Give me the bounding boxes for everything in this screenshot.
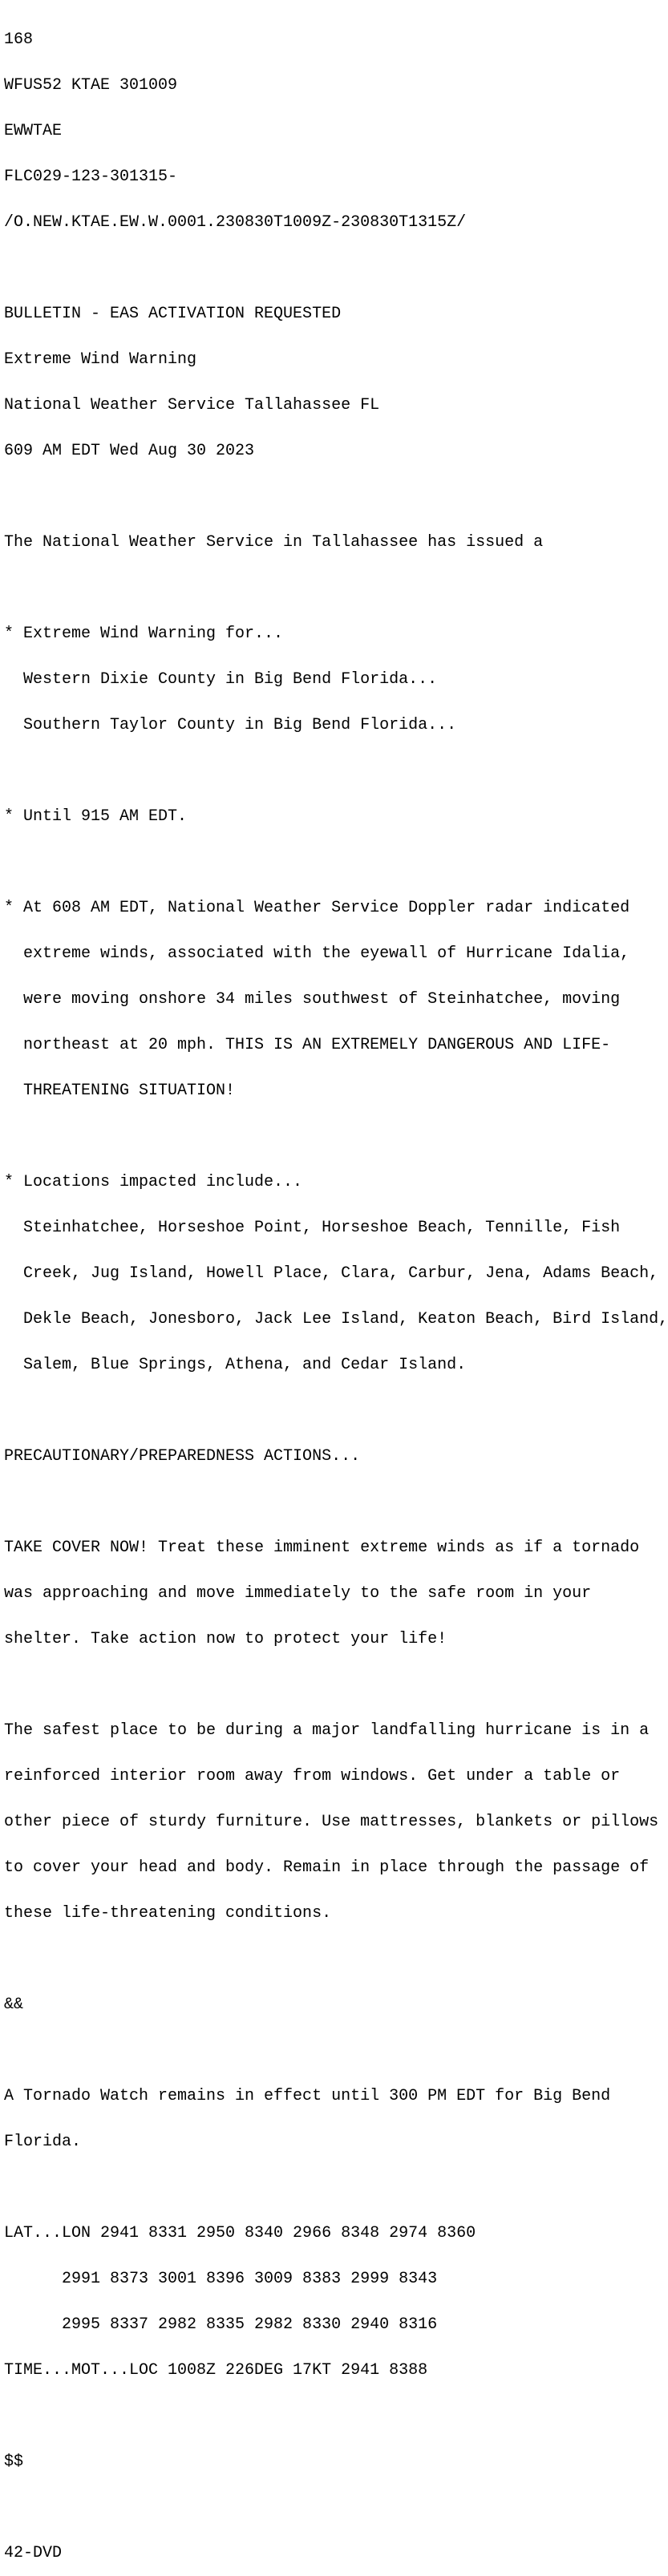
blank-line bbox=[4, 2043, 668, 2058]
product-title: Extreme Wind Warning bbox=[4, 350, 197, 369]
blank-line bbox=[4, 855, 668, 870]
blank-line bbox=[4, 763, 668, 778]
product-sequence-number: 168 bbox=[4, 30, 34, 49]
awips-id: EWWTAE bbox=[4, 122, 63, 140]
product-end-marker: $$ bbox=[4, 2453, 24, 2471]
issuance-time: 609 AM EDT Wed Aug 30 2023 bbox=[4, 442, 255, 460]
blank-line bbox=[4, 1677, 668, 1692]
locations-bullet-line: * Locations impacted include... bbox=[4, 1173, 303, 1191]
blank-line bbox=[4, 2500, 668, 2515]
wmo-header: WFUS52 KTAE 301009 bbox=[4, 76, 178, 95]
blank-line bbox=[4, 1951, 668, 1967]
warning-for-bullet: * Extreme Wind Warning for... bbox=[4, 625, 284, 643]
tornado-watch-line: A Tornado Watch remains in effect until 300 PM EDT for Big Bend bbox=[4, 2087, 611, 2105]
issuing-office: National Weather Service Tallahassee FL bbox=[4, 396, 380, 415]
locations-bullet-line: Dekle Beach, Jonesboro, Jack Lee Island, Keaton Beach, Bird Island, bbox=[4, 1310, 668, 1328]
safest-place-line: reinforced interior room away from windows. Get under a table or bbox=[4, 1767, 621, 1785]
locations-bullet-line: Salem, Blue Springs, Athena, and Cedar Island. bbox=[4, 1356, 467, 1374]
blank-line bbox=[4, 1129, 668, 1144]
blank-line bbox=[4, 1494, 668, 1510]
forecaster-id: 42-DVD bbox=[4, 2544, 63, 2562]
radar-bullet-line: were moving onshore 34 miles southwest of Steinhatchee, moving bbox=[4, 990, 621, 1009]
lat-lon-line: 2991 8373 3001 8396 3009 8383 2999 8343 bbox=[4, 2270, 438, 2288]
safest-place-line: other piece of sturdy furniture. Use mattresses, blankets or pillows bbox=[4, 1813, 659, 1831]
radar-bullet-line: extreme winds, associated with the eyewall of Hurricane Idalia, bbox=[4, 944, 630, 963]
take-cover-line: shelter. Take action now to protect your life! bbox=[4, 1630, 447, 1648]
blank-line bbox=[4, 580, 668, 596]
locations-bullet-line: Steinhatchee, Horseshoe Point, Horseshoe Beach, Tennille, Fish bbox=[4, 1219, 621, 1237]
section-delimiter: && bbox=[4, 1996, 24, 2014]
take-cover-line: TAKE COVER NOW! Treat these imminent extreme winds as if a tornado bbox=[4, 1539, 640, 1557]
blank-line bbox=[4, 2180, 668, 2195]
time-mot-loc-line: TIME...MOT...LOC 1008Z 226DEG 17KT 2941 8388 bbox=[4, 2361, 428, 2380]
county-line: Western Dixie County in Big Bend Florida... bbox=[4, 670, 438, 689]
eas-activation-line: BULLETIN - EAS ACTIVATION REQUESTED bbox=[4, 305, 342, 323]
precautionary-header: PRECAUTIONARY/PREPAREDNESS ACTIONS... bbox=[4, 1447, 361, 1466]
radar-bullet-line: northeast at 20 mph. THIS IS AN EXTREMELY DANGEROUS AND LIFE- bbox=[4, 1036, 611, 1054]
blank-line bbox=[4, 261, 668, 276]
locations-bullet-line: Creek, Jug Island, Howell Place, Clara, Carbur, Jena, Adams Beach, bbox=[4, 1264, 659, 1283]
lat-lon-line: LAT...LON 2941 8331 2950 8340 2966 8348 2974 8360 bbox=[4, 2224, 476, 2242]
lat-lon-line: 2995 8337 2982 8335 2982 8330 2940 8316 bbox=[4, 2315, 438, 2334]
ugc-code: FLC029-123-301315- bbox=[4, 168, 178, 186]
take-cover-line: was approaching and move immediately to the safe room in your bbox=[4, 1584, 592, 1603]
tornado-watch-line: Florida. bbox=[4, 2133, 82, 2151]
blank-line bbox=[4, 1403, 668, 1418]
county-line: Southern Taylor County in Big Bend Florida... bbox=[4, 716, 457, 734]
radar-bullet-line: * At 608 AM EDT, National Weather Service Doppler radar indicated bbox=[4, 899, 630, 917]
safest-place-line: The safest place to be during a major landfalling hurricane is in a bbox=[4, 1721, 650, 1740]
intro-line: The National Weather Service in Tallahassee has issued a bbox=[4, 533, 544, 552]
blank-line bbox=[4, 2408, 668, 2424]
radar-bullet-line: THREATENING SITUATION! bbox=[4, 1082, 236, 1100]
safest-place-line: to cover your head and body. Remain in place through the passage of bbox=[4, 1858, 650, 1877]
until-bullet: * Until 915 AM EDT. bbox=[4, 807, 188, 826]
safest-place-line: these life-threatening conditions. bbox=[4, 1904, 332, 1923]
blank-line bbox=[4, 489, 668, 504]
vtec-string: /O.NEW.KTAE.EW.W.0001.230830T1009Z-230830T1315Z/ bbox=[4, 213, 467, 232]
